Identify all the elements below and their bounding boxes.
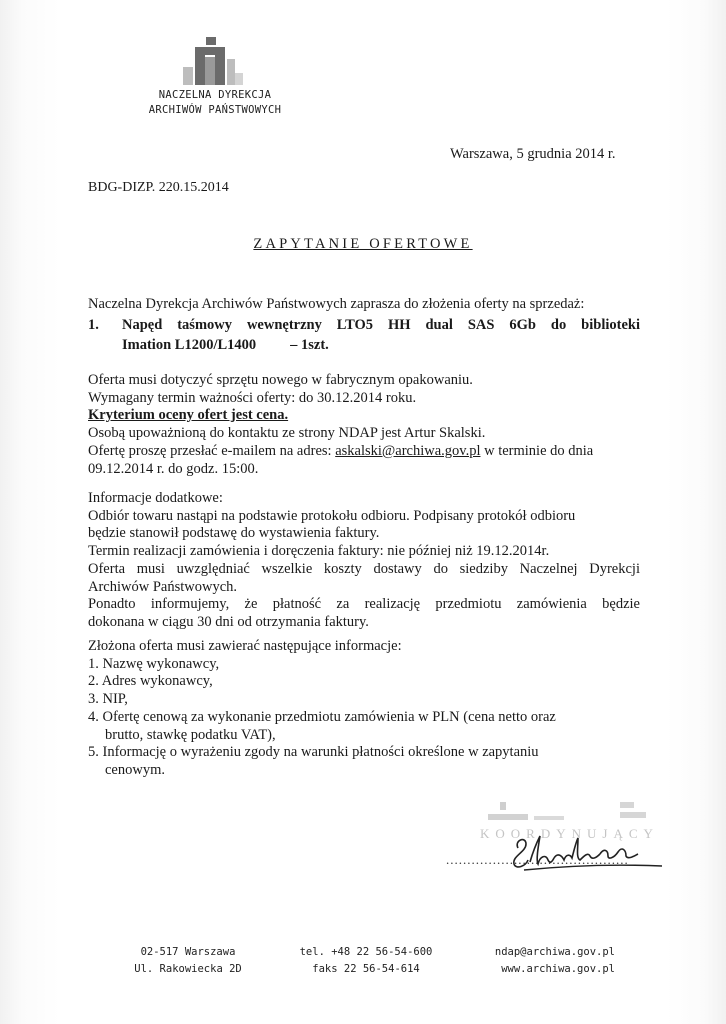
conditions-block: [88, 372, 640, 478]
additional-info-line: dokonana w ciągu 30 dni od otrzymania faktury.: [88, 613, 369, 630]
submission-line: [88, 443, 640, 461]
additional-info-line: Oferta musi uwzględniać wszelkie koszty dostawy do siedziby Naczelnej Dyrekcji: [88, 560, 640, 577]
letterhead-line-1: NACZELNA DYREKCJA: [158, 89, 272, 101]
additional-info-line: Archiwów Państwowych.: [88, 578, 238, 595]
additional-info-title: Informacje dodatkowe:: [88, 490, 223, 506]
requirement-item-continuation: brutto, stawkę podatku VAT),: [105, 726, 276, 743]
additional-info-line: Ponadto informujemy, że płatność za realizację przedmiotu zamówienia będzie: [88, 596, 640, 613]
additional-info-line: będzie stanowił podstawę do wystawienia faktury.: [88, 525, 380, 542]
additional-info-line: Odbiór towaru nastąpi na podstawie protokołu odbioru. Podpisany protokół odbioru: [88, 507, 576, 524]
footer-email[interactable]: ndap@archiwa.gov.pl: [494, 946, 615, 958]
item-number: 1.: [88, 317, 99, 333]
footer-street: Ul. Rakowiecka 2D: [134, 963, 242, 975]
footer-phone: [286, 944, 446, 978]
email-link[interactable]: askalski@archiwa.gov.pl: [335, 442, 481, 459]
offer-requirements-block: [88, 638, 640, 780]
contact-person-line: Osobą upoważnioną do kontaktu ze strony NDAP jest Artur Skalski.: [88, 425, 486, 442]
letterhead-line-2: ARCHIWÓW PAŃSTWOWYCH: [148, 104, 282, 116]
footer-website[interactable]: www.archiwa.gov.pl: [501, 963, 615, 975]
footer-tel: tel. +48 22 56-54-600: [299, 946, 433, 958]
footer-address: [118, 944, 258, 978]
offer-requirements-title: Złożona oferta musi zawierać następujące informacje:: [88, 638, 402, 654]
handwritten-signature-icon: [504, 826, 664, 878]
additional-info-line: Termin realizacji zamówienia i doręczenia faktury: nie później niż 19.12.2014r.: [88, 543, 550, 560]
reference-number: BDG-DIZP. 220.15.2014: [88, 180, 229, 195]
ordered-item: [88, 315, 640, 355]
letterhead-text: [120, 88, 310, 118]
signature-line: ...........................................: [446, 852, 629, 867]
requirement-item: 4. Ofertę cenową za wykonanie przedmiotu zamówienia w PLN (cena netto oraz: [88, 708, 556, 725]
submission-text: Ofertę proszę przesłać e-mailem na adres:: [88, 442, 336, 459]
requirement-item: 2. Adres wykonawcy,: [88, 673, 213, 690]
document-heading: ZAPYTANIE OFERTOWE: [253, 236, 473, 252]
item-model: Imation L1200/L1400: [122, 337, 257, 353]
additional-info-block: [88, 490, 640, 632]
footer-contact: [465, 944, 615, 978]
requirement-item: 5. Informację o wyrażeniu zgody na warunki płatności określone w zapytaniu: [88, 744, 539, 761]
document-date: Warszawa, 5 grudnia 2014 r.: [450, 146, 616, 162]
evaluation-criterion: Kryterium oceny ofert jest cena.: [88, 407, 289, 424]
footer-fax: faks 22 56-54-614: [312, 963, 420, 975]
condition-line: Wymagany termin ważności oferty: do 30.12.2014 roku.: [88, 389, 417, 406]
footer-postal-code: 02-517 Warszawa: [140, 946, 236, 958]
intro-paragraph: Naczelna Dyrekcja Archiwów Państwowych zaprasza do złożenia oferty na sprzedaż:: [88, 296, 585, 312]
condition-line: Oferta musi dotyczyć sprzętu nowego w fabrycznym opakowaniu.: [88, 372, 473, 388]
requirement-item: 3. NIP,: [88, 691, 128, 708]
ndap-logo-icon: [183, 37, 243, 87]
requirement-item-continuation: cenowym.: [105, 761, 165, 778]
item-description-line-1: Napęd taśmowy wewnętrzny LTO5 HH dual SAS 6Gb do biblioteki: [122, 317, 640, 333]
item-description-line-2: [122, 335, 640, 355]
stamp-text: KOORDYNUJĄCY: [480, 826, 659, 841]
deadline-line: 09.12.2014 r. do godz. 15:00.: [88, 460, 259, 477]
item-quantity: – 1szt.: [290, 337, 329, 353]
requirement-item: 1. Nazwę wykonawcy,: [88, 655, 220, 672]
submission-text-after: w terminie do dnia: [480, 442, 594, 459]
